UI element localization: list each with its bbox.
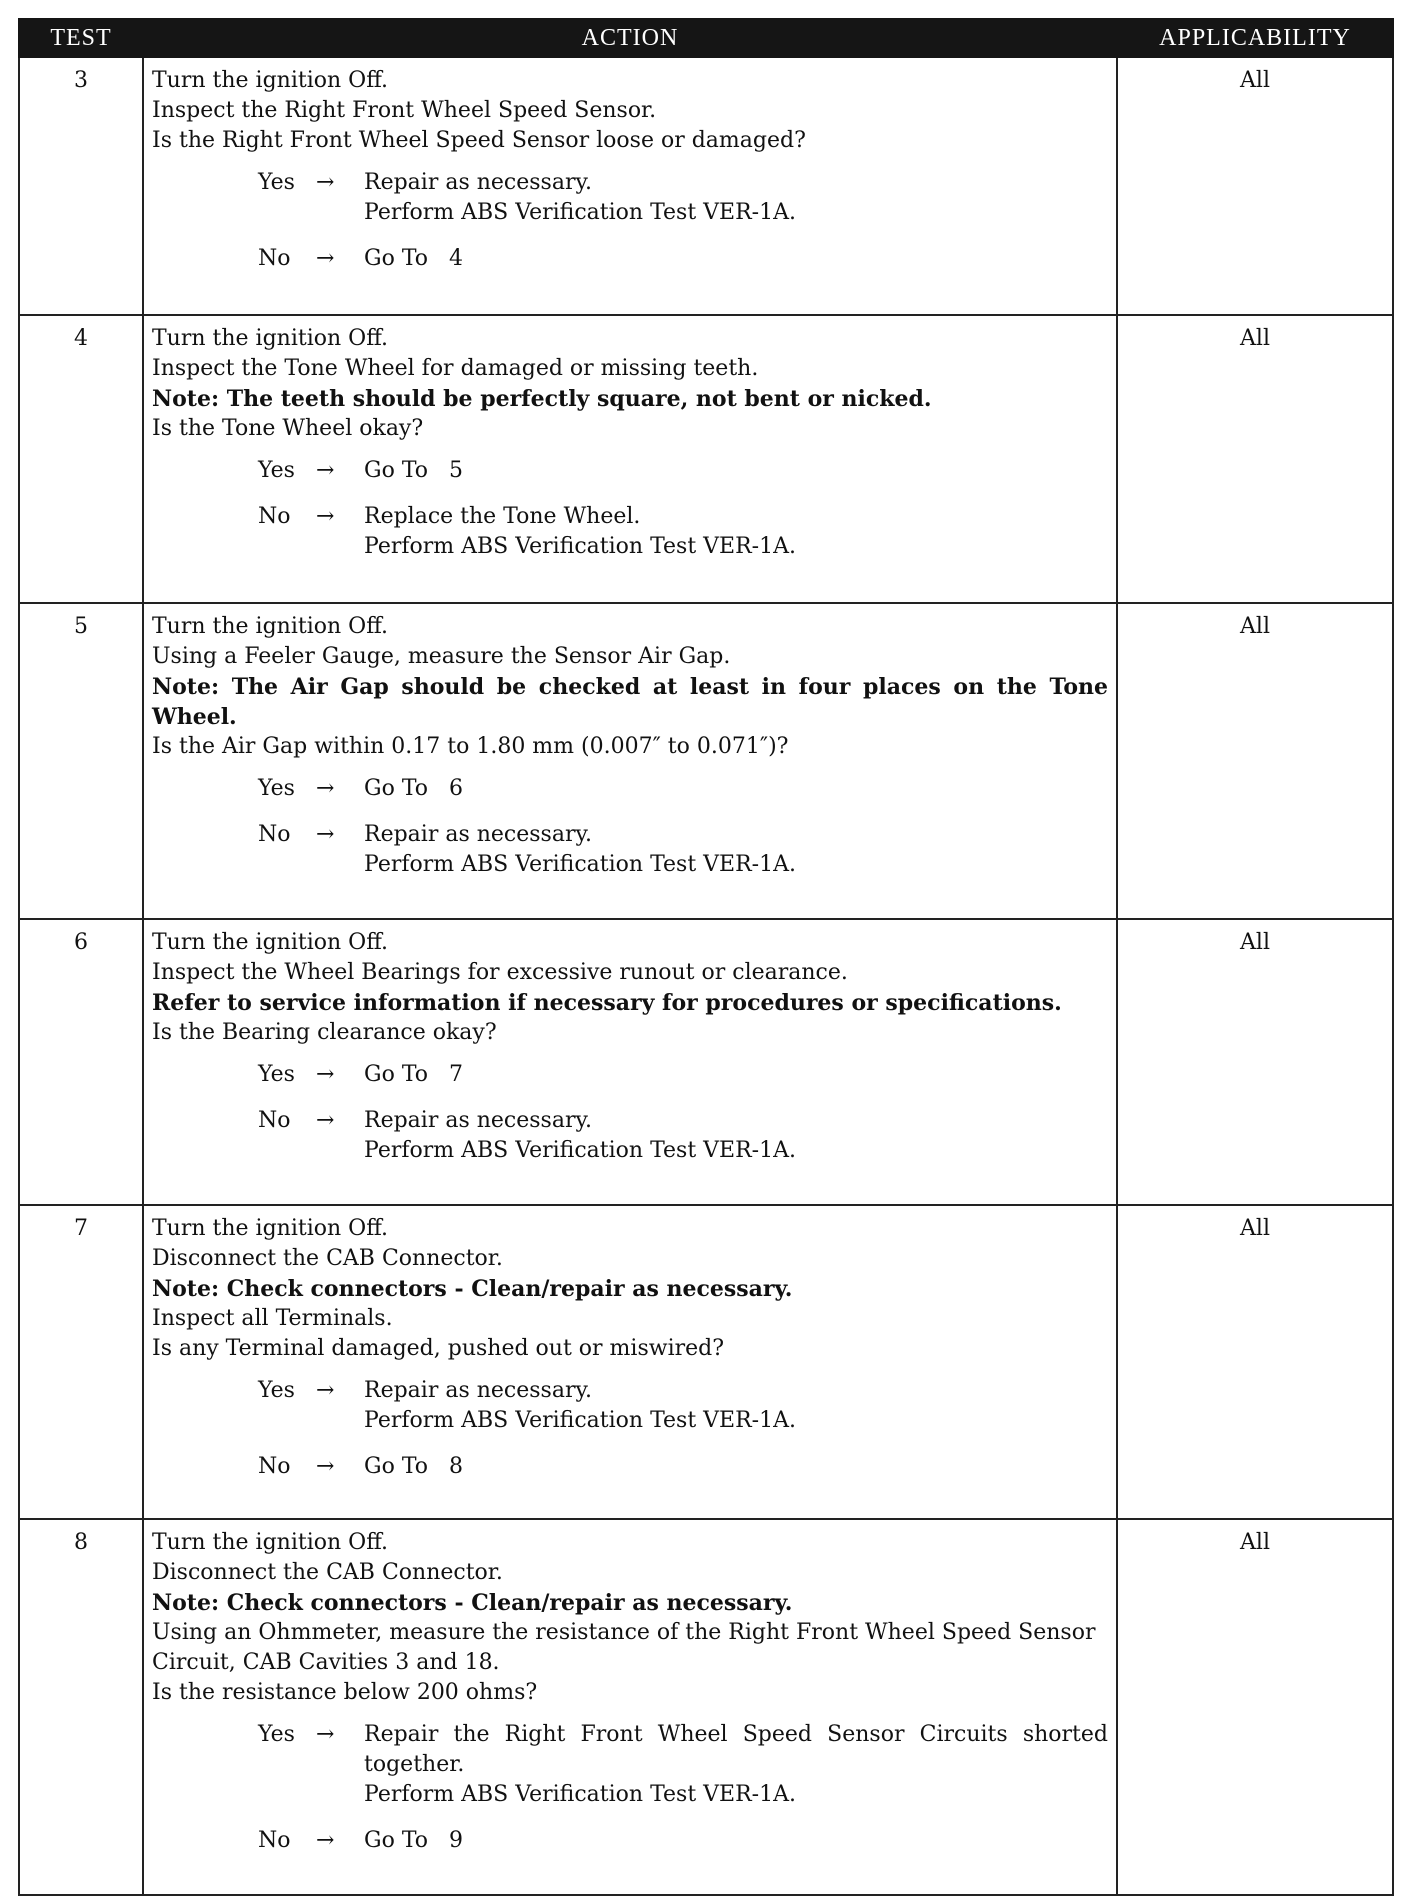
instruction-text: Disconnect the CAB Connector. <box>152 1560 503 1585</box>
result-line: Perform ABS Verification Test VER-1A. <box>364 1782 796 1807</box>
note-text: Note: The Air Gap should be checked at least in four places on the Tone <box>152 674 1108 700</box>
no-branch <box>258 820 1108 880</box>
instruction-text: Using an Ohmmeter, measure the resistance of the Right Front Wheel Speed Sensor <box>152 1620 1096 1645</box>
instruction-text: Is the Right Front Wheel Speed Sensor loose or damaged? <box>152 128 806 153</box>
result-line: Perform ABS Verification Test VER-1A. <box>364 852 796 877</box>
table-row <box>19 57 1393 315</box>
table-row <box>19 1205 1393 1519</box>
result-line: Perform ABS Verification Test VER-1A. <box>364 534 796 559</box>
yes-result <box>364 774 1108 804</box>
instruction-text: Inspect the Tone Wheel for damaged or missing teeth. <box>152 356 759 381</box>
right-arrow-icon: → <box>316 170 335 195</box>
no-label: No <box>258 1454 291 1479</box>
instruction-text: Inspect the Wheel Bearings for excessive runout or clearance. <box>152 960 848 985</box>
table-row <box>19 603 1393 919</box>
no-branch <box>258 1452 1108 1482</box>
yes-branch <box>258 1376 1108 1436</box>
no-branch <box>258 1106 1108 1166</box>
applicability-cell: All <box>1117 603 1393 919</box>
yes-label: Yes <box>258 776 295 801</box>
result-line: Replace the Tone Wheel. <box>364 504 641 529</box>
instruction-text: Turn the ignition Off. <box>152 1530 389 1555</box>
instruction-text: Turn the ignition Off. <box>152 614 389 639</box>
right-arrow-icon: → <box>316 1454 335 1479</box>
result-line: Repair as necessary. <box>364 1108 592 1133</box>
header-test: TEST <box>19 19 143 57</box>
yes-result <box>364 1720 1108 1810</box>
yes-result <box>364 1060 1108 1090</box>
instruction-text: Turn the ignition Off. <box>152 68 389 93</box>
yes-label: Yes <box>258 1722 295 1747</box>
yes-result <box>364 456 1108 486</box>
yes-branch <box>258 1720 1108 1810</box>
diagnostic-table <box>18 18 1394 1896</box>
no-label: No <box>258 1828 291 1853</box>
result-line: Perform ABS Verification Test VER-1A. <box>364 1138 796 1163</box>
test-number: 8 <box>19 1519 143 1895</box>
instruction-text: Inspect the Right Front Wheel Speed Sensor. <box>152 98 657 123</box>
instruction-text: Is the Bearing clearance okay? <box>152 1020 497 1045</box>
table-header-row <box>19 19 1393 57</box>
right-arrow-icon: → <box>316 1108 335 1133</box>
yes-branch <box>258 1060 1108 1090</box>
test-number: 3 <box>19 57 143 315</box>
right-arrow-icon: → <box>316 822 335 847</box>
instruction-text: Circuit, CAB Cavities 3 and 18. <box>152 1650 500 1675</box>
test-number: 6 <box>19 919 143 1205</box>
no-branch <box>258 244 1108 274</box>
note-text: Note: Check connectors - Clean/repair as necessary. <box>152 1276 793 1302</box>
action-cell <box>143 1519 1117 1895</box>
instruction-text: Is the Tone Wheel okay? <box>152 416 424 441</box>
yes-branch <box>258 774 1108 804</box>
result-line: Repair as necessary. <box>364 822 592 847</box>
no-label: No <box>258 1108 291 1133</box>
result-line: Go To 6 <box>364 776 463 801</box>
no-label: No <box>258 504 291 529</box>
note-text: Wheel. <box>152 704 237 730</box>
result-line: Go To 9 <box>364 1828 463 1853</box>
no-result <box>364 502 1108 562</box>
no-result <box>364 1826 1108 1856</box>
result-line: Repair as necessary. <box>364 1378 592 1403</box>
test-number: 4 <box>19 315 143 603</box>
header-applicability: APPLICABILITY <box>1117 19 1393 57</box>
result-line: Go To 5 <box>364 458 463 483</box>
right-arrow-icon: → <box>316 504 335 529</box>
table-row <box>19 315 1393 603</box>
yes-result <box>364 1376 1108 1436</box>
no-result <box>364 1106 1108 1166</box>
instruction-text: Turn the ignition Off. <box>152 1216 389 1241</box>
note-text: Note: Check connectors - Clean/repair as necessary. <box>152 1590 793 1616</box>
instruction-text: Is any Terminal damaged, pushed out or miswired? <box>152 1336 725 1361</box>
right-arrow-icon: → <box>316 1828 335 1853</box>
test-number: 5 <box>19 603 143 919</box>
yes-label: Yes <box>258 1378 295 1403</box>
instruction-text: Turn the ignition Off. <box>152 326 389 351</box>
result-line: Perform ABS Verification Test VER-1A. <box>364 200 796 225</box>
no-branch <box>258 1826 1108 1856</box>
no-label: No <box>258 246 291 271</box>
table-row <box>19 919 1393 1205</box>
note-text: Refer to service information if necessary for procedures or specifications. <box>152 990 1062 1016</box>
result-line: Go To 7 <box>364 1062 463 1087</box>
applicability-cell: All <box>1117 315 1393 603</box>
result-line: together. <box>364 1752 465 1777</box>
result-line: Repair as necessary. <box>364 170 592 195</box>
yes-branch <box>258 168 1108 228</box>
result-line: Repair the Right Front Wheel Speed Sensor Circuits shorted <box>364 1722 1108 1747</box>
instruction-text: Disconnect the CAB Connector. <box>152 1246 503 1271</box>
right-arrow-icon: → <box>316 246 335 271</box>
right-arrow-icon: → <box>316 1062 335 1087</box>
action-cell <box>143 57 1117 315</box>
result-line: Go To 4 <box>364 246 463 271</box>
no-result <box>364 1452 1108 1482</box>
result-line: Perform ABS Verification Test VER-1A. <box>364 1408 796 1433</box>
diagnostic-table-page <box>18 18 1392 1896</box>
action-cell <box>143 919 1117 1205</box>
result-line: Go To 8 <box>364 1454 463 1479</box>
applicability-cell: All <box>1117 1519 1393 1895</box>
yes-result <box>364 168 1108 228</box>
yes-label: Yes <box>258 458 295 483</box>
test-number: 7 <box>19 1205 143 1519</box>
action-cell <box>143 315 1117 603</box>
no-result <box>364 820 1108 880</box>
action-cell <box>143 1205 1117 1519</box>
right-arrow-icon: → <box>316 458 335 483</box>
yes-branch <box>258 456 1108 486</box>
applicability-cell: All <box>1117 57 1393 315</box>
instruction-text: Is the Air Gap within 0.17 to 1.80 mm (0.007″ to 0.071″)? <box>152 734 789 759</box>
applicability-cell: All <box>1117 1205 1393 1519</box>
note-text: Note: The teeth should be perfectly square, not bent or nicked. <box>152 386 932 412</box>
table-row <box>19 1519 1393 1895</box>
yes-label: Yes <box>258 170 295 195</box>
right-arrow-icon: → <box>316 1378 335 1403</box>
right-arrow-icon: → <box>316 776 335 801</box>
table-body <box>19 57 1393 1895</box>
instruction-text: Using a Feeler Gauge, measure the Sensor Air Gap. <box>152 644 731 669</box>
action-cell <box>143 603 1117 919</box>
no-label: No <box>258 822 291 847</box>
applicability-cell: All <box>1117 919 1393 1205</box>
yes-label: Yes <box>258 1062 295 1087</box>
instruction-text: Is the resistance below 200 ohms? <box>152 1680 538 1705</box>
instruction-text: Turn the ignition Off. <box>152 930 389 955</box>
no-result <box>364 244 1108 274</box>
instruction-text: Inspect all Terminals. <box>152 1306 393 1331</box>
right-arrow-icon: → <box>316 1722 335 1747</box>
header-action: ACTION <box>143 19 1117 57</box>
no-branch <box>258 502 1108 562</box>
